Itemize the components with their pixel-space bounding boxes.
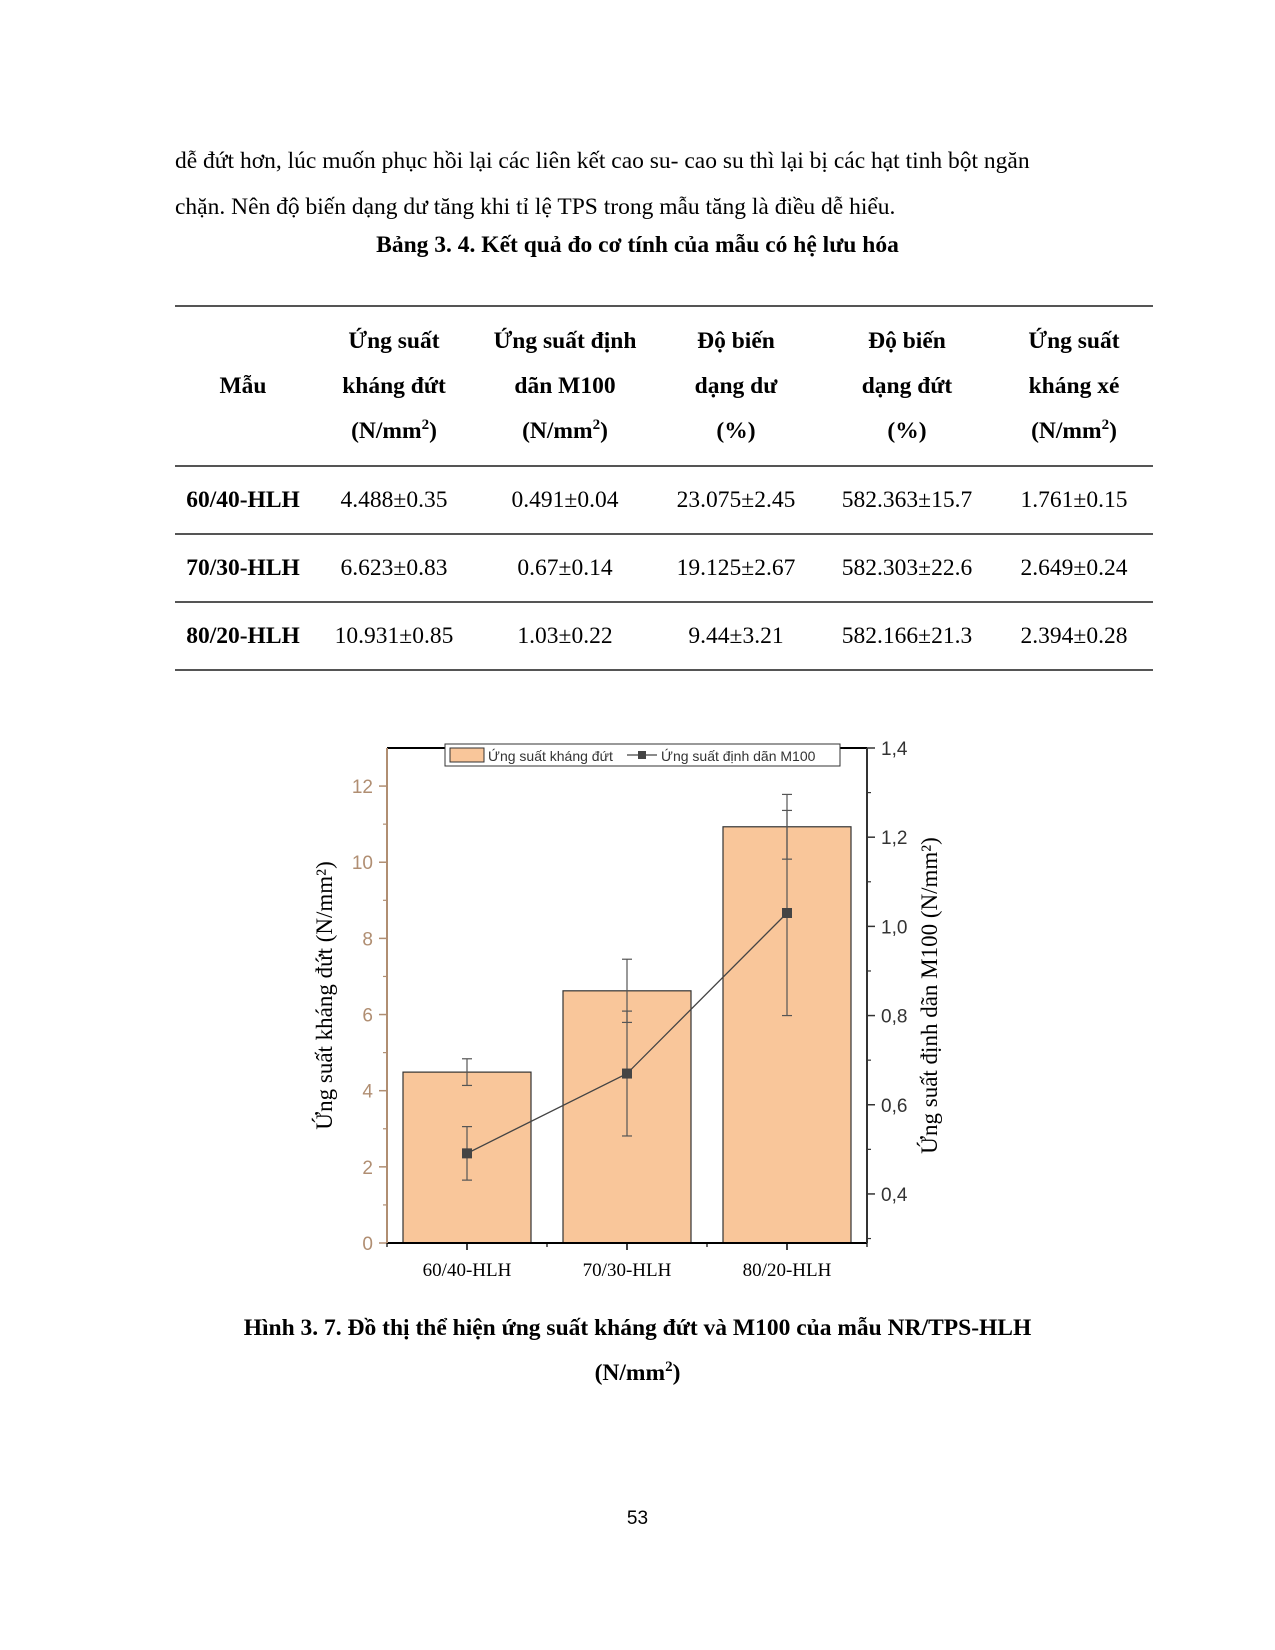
- y-right-tick-label: 0,6: [881, 1095, 908, 1117]
- table-cell: 2.394±0.28: [995, 602, 1153, 670]
- figure-caption-line-2: $(N/mm^2)$: [594, 1359, 681, 1386]
- dual-axis-chart: [300, 740, 980, 1320]
- x-tick-label: 80/20-HLH: [742, 1260, 832, 1281]
- y-left-tick-label: 8: [362, 929, 373, 951]
- table-cell: 1.761±0.15: [995, 466, 1153, 534]
- table-cell: 4.488±0.35: [311, 466, 477, 534]
- legend-label-line: Ứng suất định dãn M100: [661, 748, 816, 764]
- table-cell: 0.491±0.04: [477, 466, 653, 534]
- x-tick-label: 70/30-HLH: [582, 1260, 672, 1281]
- line-point-80/20-HLH: [782, 908, 792, 918]
- y-left-tick-label: 2: [362, 1157, 373, 1179]
- legend-label-bar: Ứng suất kháng đứt: [488, 748, 613, 764]
- figure-caption-line-1: Hình 3. 7. Đồ thị thể hiện ứng suất kháng đứt và M100 của mẫu NR/TPS-HLH: [243, 1315, 1032, 1341]
- table-cell: 60/40-HLH: [175, 466, 311, 534]
- header-tear-strength: Ứng suất kháng xé $(N/mm^2)$: [995, 306, 1153, 466]
- line-point-60/40-HLH: [462, 1148, 472, 1158]
- y-left-tick-label: 6: [362, 1005, 373, 1027]
- y-left-tick-label: 10: [351, 853, 373, 875]
- table-cell: 80/20-HLH: [175, 602, 311, 670]
- page-number: 53: [626, 1508, 649, 1529]
- table-cell: 70/30-HLH: [175, 534, 311, 602]
- table-caption: Bảng 3. 4. Kết quả đo cơ tính của mẫu có hệ lưu hóa: [376, 232, 899, 258]
- table-row: [175, 466, 1153, 534]
- legend-swatch-marker: [638, 751, 646, 759]
- table-cell: 582.166±21.3: [819, 602, 995, 670]
- y-left-tick-label: 12: [351, 777, 373, 799]
- table-cell: 23.075±2.45: [653, 466, 819, 534]
- y-right-tick-label: 0,4: [881, 1184, 908, 1206]
- table-cell: 0.67±0.14: [477, 534, 653, 602]
- x-tick-label: 60/40-HLH: [422, 1260, 512, 1281]
- table-cell: 10.931±0.85: [311, 602, 477, 670]
- header-permanent-set: Độ biến dạng dư (%): [653, 306, 819, 466]
- body-paragraph-line-1: dễ đứt hơn, lúc muốn phục hồi lại các liên kết cao su- cao su thì lại bị các hạt tinh bột ngăn: [175, 148, 1030, 174]
- y-right-tick-label: 1,4: [881, 740, 908, 760]
- y-right-tick-label: 0,8: [881, 1006, 908, 1028]
- table-cell: 582.303±22.6: [819, 534, 995, 602]
- y-left-tick-label: 4: [362, 1081, 373, 1103]
- y-axis-left-title: Ứng suất kháng đứt (N/mm²): [312, 861, 337, 1130]
- header-tensile-strength: Ứng suất kháng đứt $(N/mm^2)$: [311, 306, 477, 466]
- header-modulus-m100: Ứng suất định dãn M100 $(N/mm^2)$: [477, 306, 653, 466]
- table-row: [175, 534, 1153, 602]
- table-cell: 9.44±3.21: [653, 602, 819, 670]
- table-cell: 2.649±0.24: [995, 534, 1153, 602]
- y-right-tick-label: 1,2: [881, 828, 908, 850]
- line-point-70/30-HLH: [622, 1069, 632, 1079]
- header-sample: Mẫu: [175, 306, 311, 466]
- y-axis-right-title: Ứng suất định dãn M100 (N/mm²): [917, 837, 942, 1154]
- y-left-tick-label: 0: [362, 1234, 373, 1255]
- table-cell: 1.03±0.22: [477, 602, 653, 670]
- table-cell: 582.363±15.7: [819, 466, 995, 534]
- y-right-tick-label: 1,0: [881, 917, 908, 939]
- header-elongation-at-break: Độ biến dạng đứt (%): [819, 306, 995, 466]
- table-cell: 19.125±2.67: [653, 534, 819, 602]
- results-table: [175, 305, 1153, 671]
- table-cell: 6.623±0.83: [311, 534, 477, 602]
- table-header-row: [175, 306, 1153, 466]
- body-paragraph-line-2: chặn. Nên độ biến dạng dư tăng khi tỉ lệ TPS trong mẫu tăng là điều dễ hiểu.: [175, 194, 896, 220]
- table-row: [175, 602, 1153, 670]
- legend-swatch-bar: [450, 748, 484, 762]
